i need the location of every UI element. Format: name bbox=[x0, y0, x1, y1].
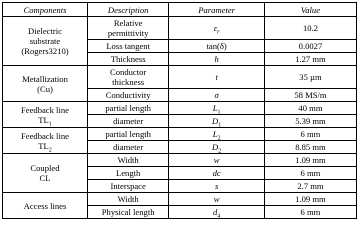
parameter-cell: tan(δ) bbox=[169, 40, 265, 53]
table-row bbox=[3, 66, 357, 89]
parameter-cell: dc bbox=[169, 167, 265, 180]
value-cell: 8.85 mm bbox=[264, 141, 356, 154]
description-cell: Loss tangent bbox=[87, 40, 168, 53]
component-label: CL bbox=[39, 173, 51, 183]
parameter-symbol: D bbox=[212, 142, 219, 152]
parameter-subscript: 1 bbox=[218, 122, 222, 129]
table-header-row bbox=[3, 3, 357, 17]
header-parameter: Parameter bbox=[169, 3, 265, 17]
parameter-cell bbox=[169, 128, 265, 141]
parameter-subscript: r bbox=[217, 29, 220, 36]
component-label: (Rogers3210) bbox=[21, 46, 69, 56]
parameter-cell bbox=[169, 102, 265, 115]
description-cell bbox=[87, 66, 168, 89]
component-label: substrate bbox=[29, 36, 61, 46]
description-cell bbox=[87, 17, 168, 40]
parameter-cell: w bbox=[169, 154, 265, 167]
value-cell: 1.09 mm bbox=[264, 154, 356, 167]
value-cell: 6 mm bbox=[264, 128, 356, 141]
value-cell: 58 MS/m bbox=[264, 89, 356, 102]
description-cell: Thickness bbox=[87, 53, 168, 66]
table-row bbox=[3, 17, 357, 40]
component-label: Coupled bbox=[30, 163, 60, 173]
component-label: (Cu) bbox=[37, 83, 53, 94]
parameter-cell bbox=[169, 206, 265, 219]
parameter-cell: h bbox=[169, 53, 265, 66]
parameter-symbol: D bbox=[212, 116, 219, 126]
parameter-cell: σ bbox=[169, 89, 265, 102]
description-text: permittivity bbox=[107, 28, 149, 38]
value-cell: 1.27 mm bbox=[264, 53, 356, 66]
component-label: Feedback line bbox=[20, 104, 69, 115]
parameter-cell bbox=[169, 17, 265, 40]
parameter-symbol: L bbox=[212, 129, 218, 139]
parameter-cell bbox=[169, 115, 265, 128]
parameter-table-container bbox=[2, 2, 357, 219]
description-cell: partial length bbox=[87, 128, 168, 141]
table-row bbox=[3, 193, 357, 206]
description-cell: Physical length bbox=[87, 206, 168, 219]
header-components: Components bbox=[3, 3, 88, 17]
component-subscript: 2 bbox=[48, 147, 52, 154]
component-feedback-line-1 bbox=[3, 102, 88, 128]
description-cell: Width bbox=[87, 154, 168, 167]
component-label: TL bbox=[38, 114, 49, 125]
value-cell: 40 mm bbox=[264, 102, 356, 115]
parameter-symbol: L bbox=[212, 103, 218, 113]
description-cell: diameter bbox=[87, 115, 168, 128]
description-cell: Width bbox=[87, 193, 168, 206]
parameter-cell bbox=[169, 141, 265, 154]
description-cell: Interspace bbox=[87, 180, 168, 193]
description-text: Relative bbox=[113, 18, 143, 28]
component-label: Feedback line bbox=[20, 130, 69, 141]
parameter-subscript: 4 bbox=[217, 213, 221, 220]
description-text: Conductor bbox=[110, 67, 147, 77]
component-subscript: 1 bbox=[48, 121, 52, 128]
table-row bbox=[3, 102, 357, 115]
component-label: Metallization bbox=[22, 73, 68, 84]
description-cell: Conductivity bbox=[87, 89, 168, 102]
table-row bbox=[3, 128, 357, 141]
description-cell: partial length bbox=[87, 102, 168, 115]
parameter-cell: s bbox=[169, 180, 265, 193]
component-coupled-line bbox=[3, 154, 88, 193]
value-cell: 6 mm bbox=[264, 167, 356, 180]
value-cell: 6 mm bbox=[264, 206, 356, 219]
parameter-subscript: 2 bbox=[217, 135, 221, 142]
table-row bbox=[3, 154, 357, 167]
value-cell: 2.7 mm bbox=[264, 180, 356, 193]
component-label: TL bbox=[38, 140, 49, 151]
header-description: Description bbox=[87, 3, 168, 17]
component-dielectric-substrate bbox=[3, 17, 88, 66]
value-cell: 0.0027 bbox=[264, 40, 356, 53]
value-cell: 5.39 mm bbox=[264, 115, 356, 128]
component-feedback-line-2 bbox=[3, 128, 88, 154]
parameter-subscript: 1 bbox=[217, 109, 221, 116]
value-cell: 1.09 mm bbox=[264, 193, 356, 206]
header-value: Value bbox=[264, 3, 356, 17]
description-cell: Length bbox=[87, 167, 168, 180]
description-cell: diameter bbox=[87, 141, 168, 154]
parameter-symbol: ε bbox=[213, 23, 218, 33]
value-cell: 35 µm bbox=[264, 66, 356, 89]
value-cell: 10.2 bbox=[264, 17, 356, 40]
parameter-symbol: d bbox=[213, 207, 218, 217]
parameter-cell: w bbox=[169, 193, 265, 206]
component-metallization bbox=[3, 66, 88, 102]
component-label: Dielectric bbox=[28, 26, 62, 36]
parameter-subscript: 2 bbox=[218, 148, 222, 155]
component-access-lines: Access lines bbox=[3, 193, 88, 219]
parameter-cell: t bbox=[169, 66, 265, 89]
parameter-table bbox=[2, 2, 357, 219]
description-text: thickness bbox=[112, 77, 145, 87]
